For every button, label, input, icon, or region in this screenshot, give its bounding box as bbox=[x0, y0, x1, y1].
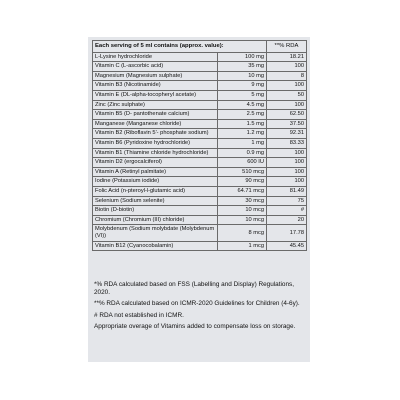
table-row bbox=[93, 241, 307, 251]
table-row bbox=[93, 158, 307, 168]
nutrient-name: Vitamin B2 (Riboflavin 5'- phosphate sodium) bbox=[93, 129, 218, 139]
nutrient-name: Manganese (Manganese chloride) bbox=[93, 119, 218, 129]
nutrient-rda: 20 bbox=[267, 215, 307, 225]
table-row bbox=[93, 148, 307, 158]
nutrient-rda: 100 bbox=[267, 177, 307, 187]
nutrient-amount: 10 mcg bbox=[218, 206, 267, 216]
nutrient-amount: 30 mcg bbox=[218, 196, 267, 206]
table-header-row bbox=[93, 41, 307, 53]
nutrient-amount: 5 mg bbox=[218, 90, 267, 100]
nutrient-name: Vitamin B3 (Nicotinamide) bbox=[93, 81, 218, 91]
table-row bbox=[93, 119, 307, 129]
nutrient-name: Vitamin C (L-ascorbic acid) bbox=[93, 62, 218, 72]
nutrient-rda: 8 bbox=[267, 71, 307, 81]
table-row bbox=[93, 167, 307, 177]
nutrient-name: Magnesium (Magnesium sulphate) bbox=[93, 71, 218, 81]
nutrient-amount: 35 mg bbox=[218, 62, 267, 72]
nutrient-amount: 8 mcg bbox=[218, 225, 267, 242]
nutrition-table bbox=[92, 40, 307, 251]
nutrition-table-body bbox=[93, 52, 307, 251]
footnote-overage: Appropriate overage of Vitamins added to compensate loss on storage. bbox=[94, 322, 296, 330]
nutrient-name: Vitamin A (Retinyl palmitate) bbox=[93, 167, 218, 177]
nutrient-amount: 0.9 mg bbox=[218, 148, 267, 158]
nutrient-name: Folic Acid (n-pteroyl-l-glutamic acid) bbox=[93, 186, 218, 196]
nutrient-rda: 37.50 bbox=[267, 119, 307, 129]
table-row bbox=[93, 177, 307, 187]
table-row bbox=[93, 62, 307, 72]
table-row bbox=[93, 196, 307, 206]
nutrient-name: Vitamin B12 (Cyanocobalamin) bbox=[93, 241, 218, 251]
nutrient-name: Selenium (Sodium selenite) bbox=[93, 196, 218, 206]
nutrient-rda: 100 bbox=[267, 167, 307, 177]
footnotes bbox=[94, 281, 306, 334]
nutrient-name: Vitamin D2 (ergocalciferol) bbox=[93, 158, 218, 168]
nutrient-rda: 100 bbox=[267, 100, 307, 110]
nutrient-rda: 100 bbox=[267, 62, 307, 72]
nutrient-amount: 600 IU bbox=[218, 158, 267, 168]
supplement-facts-panel bbox=[88, 37, 310, 362]
nutrient-amount: 2.5 mg bbox=[218, 110, 267, 120]
table-row bbox=[93, 52, 307, 62]
nutrient-name: Vitamin B6 (Pyridoxine hydrochloride) bbox=[93, 138, 218, 148]
table-row bbox=[93, 129, 307, 139]
rda-header: **% RDA bbox=[267, 41, 307, 53]
nutrient-rda: 100 bbox=[267, 158, 307, 168]
table-row bbox=[93, 110, 307, 120]
nutrient-rda: 100 bbox=[267, 81, 307, 91]
nutrient-rda: 75 bbox=[267, 196, 307, 206]
nutrient-rda: 100 bbox=[267, 148, 307, 158]
nutrient-rda: 81.49 bbox=[267, 186, 307, 196]
nutrient-amount: 1.5 mg bbox=[218, 119, 267, 129]
nutrient-rda: 18.21 bbox=[267, 52, 307, 62]
footnote-fssai: *% RDA calculated based on FSS (Labelling and Display) Regulations, 2020. bbox=[94, 281, 294, 297]
nutrient-rda: 45.45 bbox=[267, 241, 307, 251]
nutrient-name: Vitamin B5 (D- pantothenate calcium) bbox=[93, 110, 218, 120]
table-row bbox=[93, 100, 307, 110]
nutrient-amount: 1.2 mg bbox=[218, 129, 267, 139]
nutrient-rda: 17.78 bbox=[267, 225, 307, 242]
nutrient-name: Iodine (Potassium iodide) bbox=[93, 177, 218, 187]
table-row bbox=[93, 81, 307, 91]
nutrient-rda: 50 bbox=[267, 90, 307, 100]
nutrient-amount: 1 mg bbox=[218, 138, 267, 148]
table-row bbox=[93, 90, 307, 100]
nutrient-amount: 9 mg bbox=[218, 81, 267, 91]
nutrient-amount: 64.71 mcg bbox=[218, 186, 267, 196]
table-row bbox=[93, 138, 307, 148]
nutrient-rda: 83.33 bbox=[267, 138, 307, 148]
nutrient-rda: 62.50 bbox=[267, 110, 307, 120]
nutrient-amount: 1 mcg bbox=[218, 241, 267, 251]
table-row bbox=[93, 215, 307, 225]
nutrient-name: Biotin (D-biotin) bbox=[93, 206, 218, 216]
nutrient-name: Vitamin E (DL-alpha-tocopheryl acetate) bbox=[93, 90, 218, 100]
table-row bbox=[93, 186, 307, 196]
footnote-not-established: # RDA not established in ICMR. bbox=[94, 311, 184, 319]
table-row bbox=[93, 71, 307, 81]
nutrient-name: Molybdenum (Sodium molybdate (Molybdenum (VI)) bbox=[93, 225, 218, 242]
nutrient-amount: 4.5 mg bbox=[218, 100, 267, 110]
footnote-icmr: **% RDA calculated based on ICMR-2020 Guidelines for Children (4-6y). bbox=[94, 300, 300, 308]
nutrient-name: Chromium (Chromium (III) chloride) bbox=[93, 215, 218, 225]
table-row bbox=[93, 206, 307, 216]
serving-header: Each serving of 5 ml contains (approx. value): bbox=[93, 41, 267, 53]
nutrient-amount: 10 mg bbox=[218, 71, 267, 81]
nutrient-name: L-Lysine hydrochloride bbox=[93, 52, 218, 62]
nutrient-amount: 90 mcg bbox=[218, 177, 267, 187]
nutrient-amount: 100 mg bbox=[218, 52, 267, 62]
nutrient-name: Vitamin B1 (Thiamine chloride hydrochloride) bbox=[93, 148, 218, 158]
nutrient-rda: 92.31 bbox=[267, 129, 307, 139]
nutrient-name: Zinc (Zinc sulphate) bbox=[93, 100, 218, 110]
nutrient-amount: 10 mcg bbox=[218, 215, 267, 225]
table-row bbox=[93, 225, 307, 242]
nutrient-amount: 510 mcg bbox=[218, 167, 267, 177]
nutrient-rda: # bbox=[267, 206, 307, 216]
